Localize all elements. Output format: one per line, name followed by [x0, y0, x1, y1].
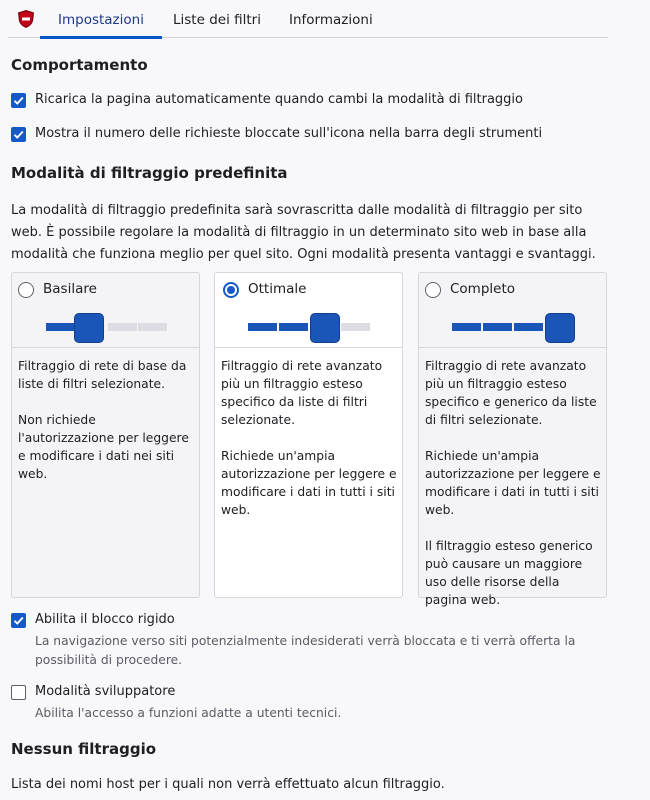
- mode-complete-paragraph: Filtraggio di rete avanzato più un filtraggio esteso specifico e generico da liste di filtri selezionate.: [425, 359, 597, 427]
- mode-complete-paragraph: Il filtraggio esteso generico può causare un maggiore uso delle risorse della pagina web.: [425, 539, 593, 607]
- mode-card-optimal[interactable]: [214, 272, 403, 598]
- mode-basic-description: [18, 357, 194, 501]
- badge-count-label: Mostra il numero delle richieste bloccate sull'icona nella barra degli strumenti: [35, 126, 543, 141]
- checkmark-icon: [12, 614, 25, 627]
- mode-complete-title: Completo: [450, 281, 516, 297]
- no-filtering-section-title: Nessun filtraggio: [11, 740, 157, 758]
- mode-basic-title: Basilare: [43, 281, 97, 297]
- level-knob: [74, 313, 104, 343]
- mode-optimal-level-indicator: [248, 313, 372, 345]
- mode-basic-radio[interactable]: [18, 282, 34, 298]
- mode-basic-paragraph: Filtraggio di rete di base da liste di filtri selezionate.: [18, 359, 187, 391]
- strict-block-label: Abilita il blocco rigido: [35, 612, 175, 627]
- tab-settings[interactable]: Impostazioni: [58, 0, 144, 38]
- tab-bar: [8, 0, 608, 38]
- mode-optimal-paragraph: Richiede un'ampia autorizzazione per leggere e modificare i dati in tutti i siti web.: [221, 449, 397, 517]
- mode-card-basic[interactable]: [11, 272, 200, 598]
- badge-count-checkbox[interactable]: [11, 127, 26, 142]
- mode-complete-paragraph: Richiede un'ampia autorizzazione per leggere e modificare i dati in tutti i siti web.: [425, 449, 601, 517]
- developer-mode-checkbox[interactable]: [11, 685, 26, 700]
- checkmark-icon: [12, 94, 25, 107]
- mode-optimal-title: Ottimale: [248, 281, 307, 297]
- behavior-section-title: Comportamento: [11, 56, 148, 74]
- mode-complete-radio[interactable]: [425, 282, 441, 298]
- mode-optimal-radio[interactable]: [223, 282, 239, 298]
- level-knob: [310, 313, 340, 343]
- mode-card-complete[interactable]: [418, 272, 607, 607]
- mode-complete-description: [425, 357, 601, 627]
- level-knob: [545, 313, 575, 343]
- tab-filter-lists[interactable]: Liste dei filtri: [173, 12, 261, 28]
- mode-optimal-paragraph: Filtraggio di rete avanzato più un filtraggio esteso specifico da liste di filtri selezionate.: [221, 359, 383, 427]
- mode-basic-paragraph: Non richiede l'autorizzazione per leggere e modificare i dati nei siti web.: [18, 413, 189, 481]
- mode-complete-level-indicator: [452, 313, 576, 345]
- strict-block-description: La navigazione verso siti potenzialmente indesiderati verrà bloccata e ti verrà offerta la possibilità di procedere.: [35, 634, 576, 667]
- checkmark-icon: [12, 128, 25, 141]
- developer-mode-description: Abilita l'accesso a funzioni adatte a utenti tecnici.: [35, 706, 342, 720]
- filtering-mode-description: La modalità di filtraggio predefinita sarà sovrascritta dalle modalità di filtraggio per sito web. È possibile regolare la modalità di filtraggio in un determinato sito web in base alla modalità che funziona meglio per quel sito. Ogni modalità presenta vantaggi e svantaggi.: [11, 203, 596, 262]
- auto-reload-checkbox[interactable]: [11, 93, 26, 108]
- strict-block-checkbox[interactable]: [11, 613, 26, 628]
- no-filtering-description: Lista dei nomi host per i quali non verrà effettuato alcun filtraggio.: [11, 777, 445, 792]
- shield-icon: [18, 10, 34, 28]
- tab-about[interactable]: Informazioni: [289, 12, 373, 28]
- auto-reload-label: Ricarica la pagina automaticamente quando cambi la modalità di filtraggio: [35, 92, 523, 107]
- mode-basic-level-indicator: [43, 313, 167, 345]
- developer-mode-label: Modalità sviluppatore: [35, 684, 176, 699]
- filtering-mode-section-title: Modalità di filtraggio predefinita: [11, 164, 288, 182]
- mode-optimal-description: [221, 357, 397, 537]
